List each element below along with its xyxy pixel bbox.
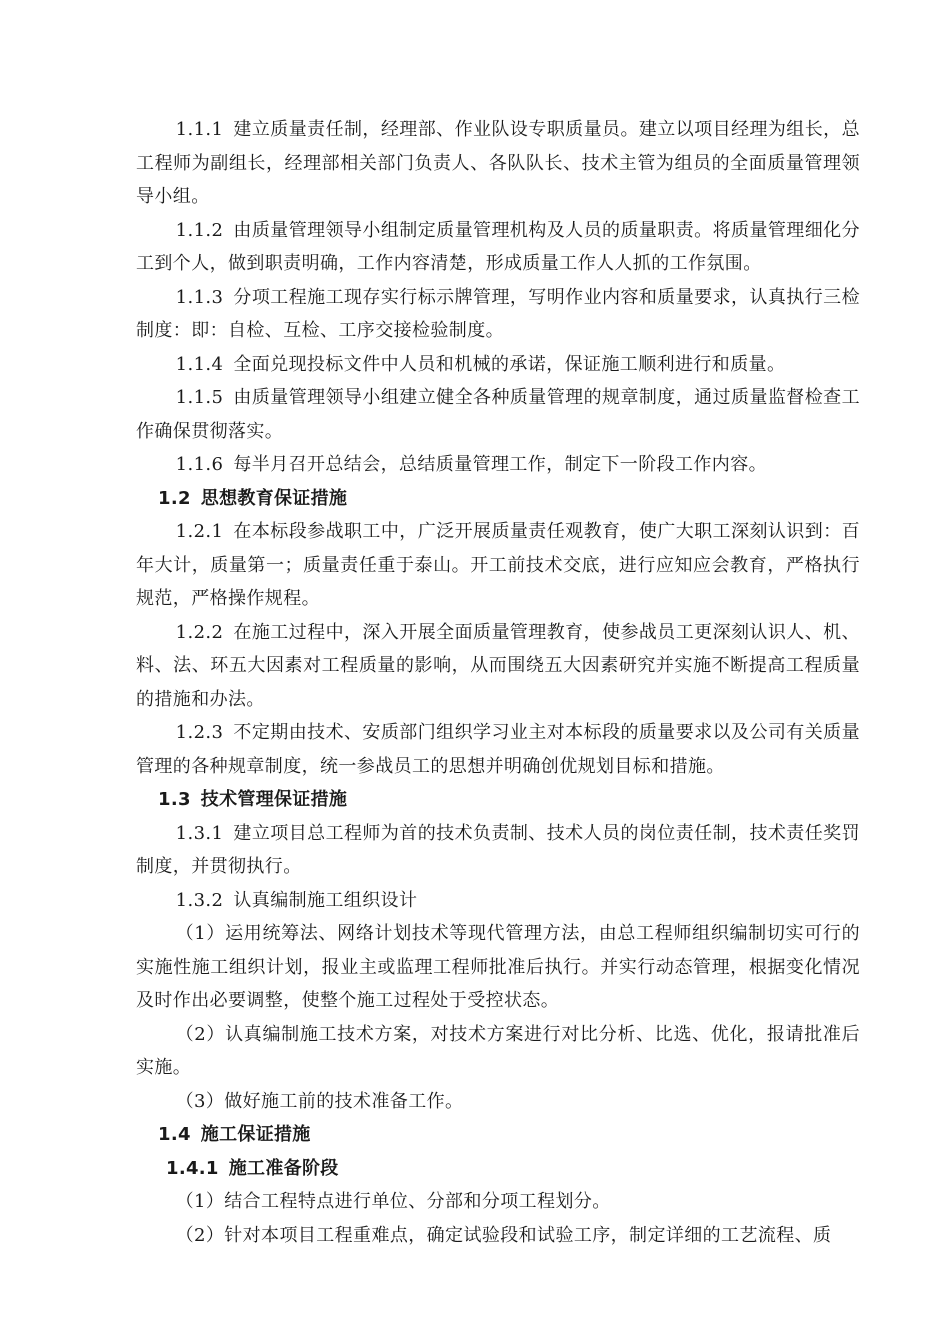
clause-text: 不定期由技术、安质部门组织学习业主对本标段的质量要求以及公司有关质量管理的各种规章制度，统一参战员工的思想并明确创优规划目标和措施。 [136, 722, 860, 777]
subsection-heading-1-4-1 [136, 1152, 860, 1186]
section-title: 技术管理保证措施 [200, 789, 348, 810]
clause-number: 1.3.2 [175, 889, 224, 911]
paragraph-1-1-2 [136, 214, 860, 281]
list-marker: （1） [175, 923, 226, 944]
paragraph-1-1-5 [136, 381, 860, 448]
paragraph-1-1-6 [136, 448, 860, 482]
section-number: 1.3 [158, 789, 191, 810]
subsection-title: 施工准备阶段 [228, 1157, 339, 1179]
section-heading-1-3 [136, 783, 860, 817]
section-title: 施工保证措施 [200, 1124, 311, 1145]
clause-number: 1.2.1 [175, 521, 224, 542]
list-item-2 [136, 1018, 860, 1085]
clause-text: 全面兑现投标文件中人员和机械的承诺，保证施工顺利进行和质量。 [233, 353, 786, 375]
list-item-text: 针对本项目工程重难点，确定试验段和试验工序，制定详细的工艺流程、质 [224, 1224, 832, 1246]
paragraph-1-3-1 [136, 817, 860, 884]
list-item-1 [136, 1185, 860, 1219]
list-item-text: 做好施工前的技术准备工作。 [224, 1090, 464, 1112]
clause-text: 由质量管理领导小组制定质量管理机构及人员的质量职责。将质量管理细化分工到个人，做到职责明确，工作内容清楚，形成质量工作人人抓的工作氛围。 [136, 219, 860, 274]
list-item-text: 运用统筹法、网络计划技术等现代管理方法，由总工程师组织编制切实可行的实施性施工组织计划，报业主或监理工程师批准后执行。并实行动态管理，根据变化情况及时作出必要调整，使整个施工过程处于受控状态。 [136, 923, 860, 1011]
list-item-text: 结合工程特点进行单位、分部和分项工程划分。 [224, 1191, 611, 1212]
section-heading-1-4 [136, 1118, 860, 1152]
clause-number: 1.1.6 [175, 454, 224, 475]
clause-text: 分项工程施工现存实行标示牌管理，写明作业内容和质量要求，认真执行三检制度：即：自检、互检、工序交接检验制度。 [136, 286, 860, 341]
clause-number: 1.3.1 [175, 822, 224, 844]
subsection-number: 1.4.1 [166, 1157, 219, 1179]
paragraph-1-2-3 [136, 716, 860, 783]
clause-text: 在本标段参战职工中，广泛开展质量责任观教育，使广大职工深刻认识到：百年大计，质量第一；质量责任重于泰山。开工前技术交底，进行应知应会教育，严格执行规范，严格操作规程。 [136, 521, 860, 609]
clause-text: 建立质量责任制，经理部、作业队设专职质量员。建立以项目经理为组长，总工程师为副组长，经理部相关部门负责人、各队队长、技术主管为组员的全面质量管理领导小组。 [136, 119, 860, 207]
list-item-text: 认真编制施工技术方案，对技术方案进行对比分析、比选、优化，报请批准后实施。 [136, 1023, 860, 1078]
clause-text: 由质量管理领导小组建立健全各种质量管理的规章制度，通过质量监督检查工作确保贯彻落实。 [136, 387, 860, 442]
paragraph-1-3-2 [136, 884, 860, 918]
clause-text: 建立项目总工程师为首的技术负责制、技术人员的岗位责任制，技术责任奖罚制度，并贯彻执行。 [136, 822, 860, 877]
list-item-2 [136, 1219, 860, 1253]
list-item-1 [136, 917, 860, 1018]
section-title: 思想教育保证措施 [200, 487, 348, 509]
list-marker: （3） [175, 1090, 225, 1112]
section-number: 1.4 [158, 1124, 191, 1145]
list-item-3 [136, 1085, 860, 1119]
clause-text: 认真编制施工组织设计 [233, 889, 418, 911]
clause-text: 在施工过程中，深入开展全面质量管理教育，使参战员工更深刻认识人、机、料、法、环五大因素对工程质量的影响，从而围绕五大因素研究并实施不断提高工程质量的措施和办法。 [136, 621, 860, 710]
paragraph-1-1-1 [136, 113, 860, 214]
list-marker: （2） [175, 1023, 226, 1045]
clause-number: 1.1.1 [175, 119, 224, 140]
paragraph-1-1-4 [136, 348, 860, 382]
clause-number: 1.1.4 [175, 353, 224, 375]
list-marker: （2） [175, 1224, 225, 1246]
paragraph-1-2-1 [136, 515, 860, 616]
clause-number: 1.1.2 [175, 219, 224, 241]
section-number: 1.2 [158, 487, 191, 509]
clause-text: 每半月召开总结会，总结质量管理工作，制定下一阶段工作内容。 [233, 454, 768, 475]
section-heading-1-2 [136, 482, 860, 516]
paragraph-1-2-2 [136, 616, 860, 717]
clause-number: 1.2.2 [175, 621, 224, 643]
clause-number: 1.1.5 [175, 387, 224, 408]
document-body [136, 113, 860, 1252]
clause-number: 1.2.3 [175, 722, 224, 743]
list-marker: （1） [175, 1191, 225, 1212]
clause-number: 1.1.3 [175, 286, 224, 308]
paragraph-1-1-3 [136, 281, 860, 348]
